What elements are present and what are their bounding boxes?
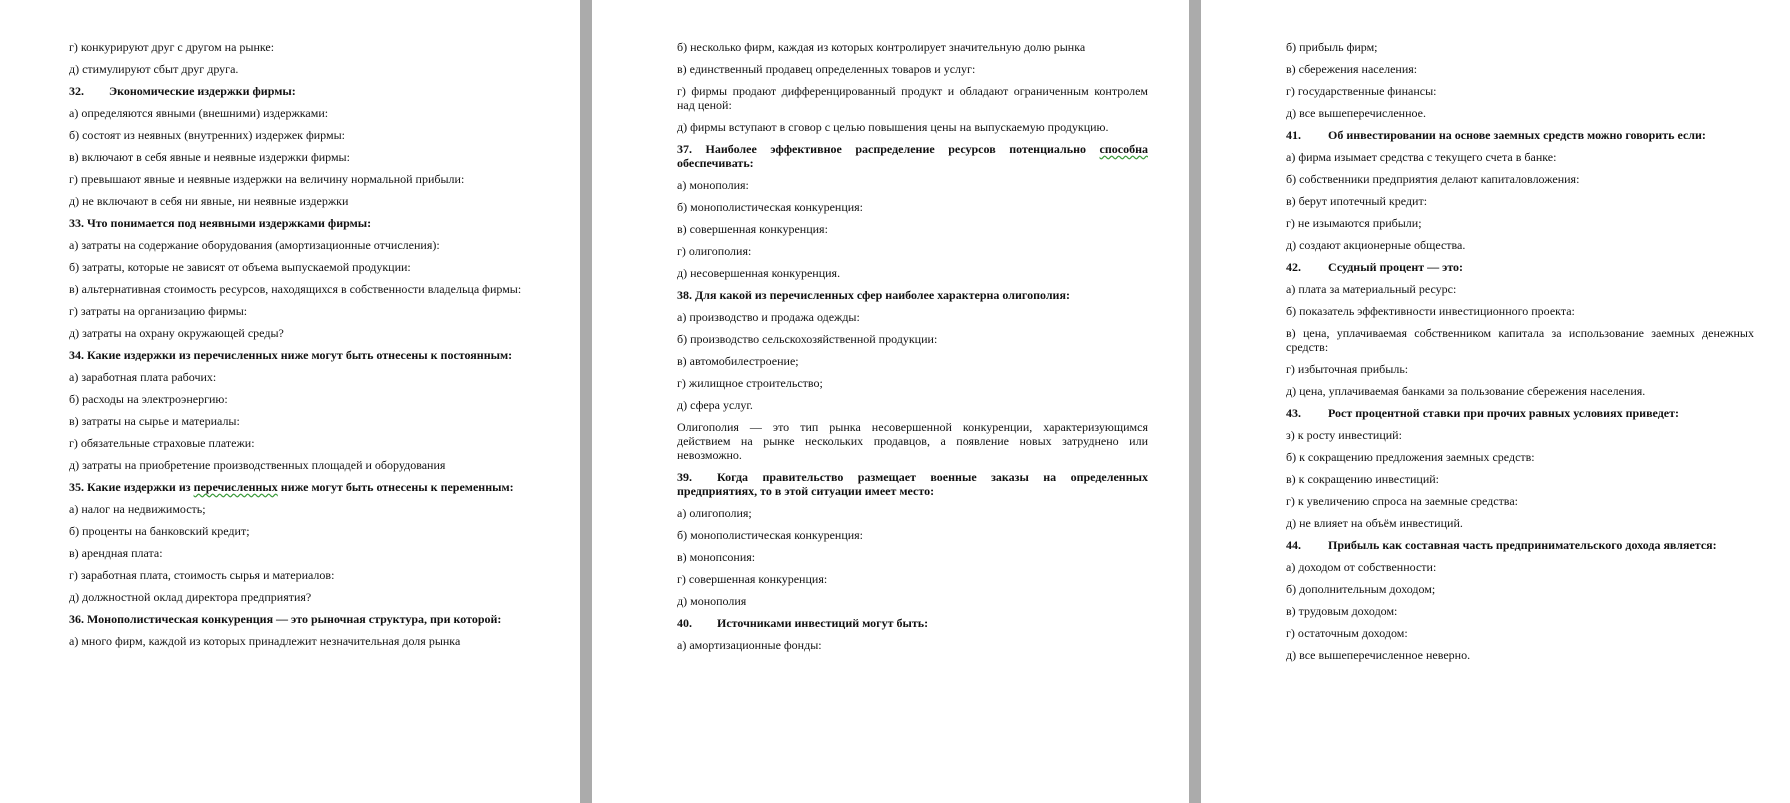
spellcheck-underlined-word[interactable]: перечисленных [193,480,278,494]
answer-option: а) плата за материальный ресурс: [1286,282,1457,296]
answer-option: б) проценты на банковский кредит; [69,524,250,538]
answer-option: в) затраты на сырье и материалы: [69,414,240,428]
answer-option: а) производство и продажа одежды: [677,310,860,324]
question-43 [1286,406,1754,420]
answer-option: б) состоят из неявных (внутренних) издержек фирмы: [69,128,345,142]
question-44 [1286,538,1754,552]
answer-option: д) сфера услуг. [677,398,753,412]
answer-option: д) стимулируют сбыт друг друга. [69,62,239,76]
answer-option: г) конкурируют друг с другом на рынке: [69,40,275,54]
answer-option: б) затраты, которые не зависят от объема выпускаемой продукции: [69,260,411,274]
question-number: 39. [677,470,692,484]
question-37 [677,142,1148,170]
answer-option: г) совершенная конкуренция: [677,572,828,586]
answer-option: д) создают акционерные общества. [1286,238,1466,252]
answer-option: г) жилищное строительство; [677,376,823,390]
question-text: Об инвестировании на основе заемных средств можно говорить если: [1328,128,1706,142]
question-41 [1286,128,1754,142]
answer-option: д) все вышеперечисленное неверно. [1286,648,1471,662]
answer-option: б) монополистическая конкуренция: [677,200,864,214]
answer-option: в) сбережения населения: [1286,62,1418,76]
answer-option: в) автомобилестроение; [677,354,799,368]
answer-option: б) производство сельскохозяйственной продукции: [677,332,938,346]
question-text: Прибыль как составная часть предпринимательского дохода является: [1328,538,1717,552]
answer-option: в) совершенная конкуренция: [677,222,828,236]
question-text: Источниками инвестиций могут быть: [717,616,929,630]
answer-option: д) затраты на приобретение производственных площадей и оборудования [69,458,446,472]
answer-option: в) цена, уплачиваемая собственником капитала за использование заемных денежных средств: [1286,326,1754,354]
question-number: 44. [1286,538,1301,552]
answer-option: б) дополнительным доходом; [1286,582,1436,596]
answer-option: г) к увеличению спроса на заемные средства: [1286,494,1518,508]
answer-option: а) затраты на содержание оборудования (амортизационные отчисления): [69,238,440,252]
answer-option: б) показатель эффективности инвестиционного проекта: [1286,304,1575,318]
answer-option: в) трудовым доходом: [1286,604,1398,618]
question-38: 38. Для какой из перечисленных сфер наиболее характерна олигополия: [677,288,1070,302]
answer-option: б) прибыль фирм; [1286,40,1378,54]
question-number: 40. [677,616,692,630]
question-number: 42. [1286,260,1301,274]
question-text-part: 37. Наиболее эффективное распределение ресурсов потенциально [677,142,1100,156]
answer-option: б) расходы на электроэнергию: [69,392,228,406]
answer-option: а) доходом от собственности: [1286,560,1437,574]
answer-option: з) к росту инвестиций: [1286,428,1402,442]
question-text: Когда правительство размещает военные заказы на определенных предприятиях, то в этой ситуации имеет место: [677,470,1148,498]
question-number: 43. [1286,406,1301,420]
spellcheck-underlined-word[interactable]: способна [1099,142,1148,156]
answer-option: а) определяются явными (внешними) издержками: [69,106,329,120]
answer-option: г) государственные финансы: [1286,84,1437,98]
question-36: 36. Монополистическая конкуренция — это рыночная структура, при которой: [69,612,502,626]
answer-option: в) альтернативная стоимость ресурсов, находящихся в собственности владельца фирмы: [69,282,522,296]
document-page-3 [1201,0,1790,803]
answer-option: д) все вышеперечисленное. [1286,106,1426,120]
question-number: 41. [1286,128,1301,142]
answer-option: г) обязательные страховые платежи: [69,436,255,450]
question-text-part: 35. Какие издержки из [69,480,194,494]
answer-option: в) включают в себя явные и неявные издержки фирмы: [69,150,350,164]
answer-option: д) не включают в себя ни явные, ни неявные издержки [69,194,349,208]
answer-option: в) единственный продавец определенных товаров и услуг: [677,62,976,76]
answer-option: д) несовершенная конкуренция. [677,266,841,280]
definition-paragraph: Олигополия — это тип рынка несовершенной конкуренции, характеризующимся действием на рынке нескольких продавцов, а появление новых затруднено или невозможно. [677,420,1148,462]
question-text: Экономические издержки фирмы: [109,84,296,98]
answer-option: в) арендная плата: [69,546,163,560]
answer-option: г) избыточная прибыль: [1286,362,1409,376]
question-39 [677,470,1148,498]
question-text-part: ниже могут быть отнесены к переменным: [277,480,514,494]
question-text-part: обеспечивать: [677,156,754,170]
answer-option: г) затраты на организацию фирмы: [69,304,248,318]
answer-option: д) монополия [677,594,747,608]
question-32 [69,84,568,98]
answer-option: а) фирма изымает средства с текущего счета в банке: [1286,150,1557,164]
answer-option: в) берут ипотечный кредит: [1286,194,1428,208]
answer-option: г) остаточным доходом: [1286,626,1408,640]
answer-option: б) монополистическая конкуренция: [677,528,864,542]
answer-option: д) должностной оклад директора предприятия? [69,590,312,604]
answer-option: а) олигополия; [677,506,752,520]
question-35 [69,480,568,494]
answer-option: б) собственники предприятия делают капиталовложения: [1286,172,1580,186]
question-number: 32. [69,84,84,98]
answer-option: а) налог на недвижимость; [69,502,206,516]
answer-option: в) монопсония: [677,550,756,564]
answer-option: а) много фирм, каждой из которых принадлежит незначительная доля рынка [69,634,461,648]
question-text: Рост процентной ставки при прочих равных условиях приведет: [1328,406,1680,420]
answer-option: д) не влияет на объём инвестиций. [1286,516,1463,530]
answer-option: а) монополия: [677,178,749,192]
question-40 [677,616,1148,630]
answer-option: г) заработная плата, стоимость сырья и материалов: [69,568,335,582]
question-text: Ссудный процент — это: [1328,260,1464,274]
document-page-1 [0,0,580,803]
answer-option: д) затраты на охрану окружающей среды? [69,326,284,340]
answer-option: г) фирмы продают дифференцированный продукт и обладают ограниченным контролем над ценой: [677,84,1148,112]
question-34: 34. Какие издержки из перечисленных ниже могут быть отнесены к постоянным: [69,348,513,362]
answer-option: г) олигополия: [677,244,752,258]
answer-option: а) амортизационные фонды: [677,638,822,652]
answer-option: г) превышают явные и неявные издержки на величину нормальной прибыли: [69,172,465,186]
document-page-2 [592,0,1189,803]
answer-option: д) цена, уплачиваемая банками за пользование сбережения населения. [1286,384,1646,398]
answer-option: д) фирмы вступают в сговор с целью повышения цены на выпускаемую продукцию. [677,120,1109,134]
answer-option: г) не изымаются прибыли; [1286,216,1422,230]
answer-option: а) заработная плата рабочих: [69,370,217,384]
question-42 [1286,260,1754,274]
question-33: 33. Что понимается под неявными издержками фирмы: [69,216,372,230]
answer-option: б) несколько фирм, каждая из которых контролирует значительную долю рынка [677,40,1086,54]
answer-option: б) к сокращению предложения заемных средств: [1286,450,1535,464]
answer-option: в) к сокращению инвестиций: [1286,472,1440,486]
